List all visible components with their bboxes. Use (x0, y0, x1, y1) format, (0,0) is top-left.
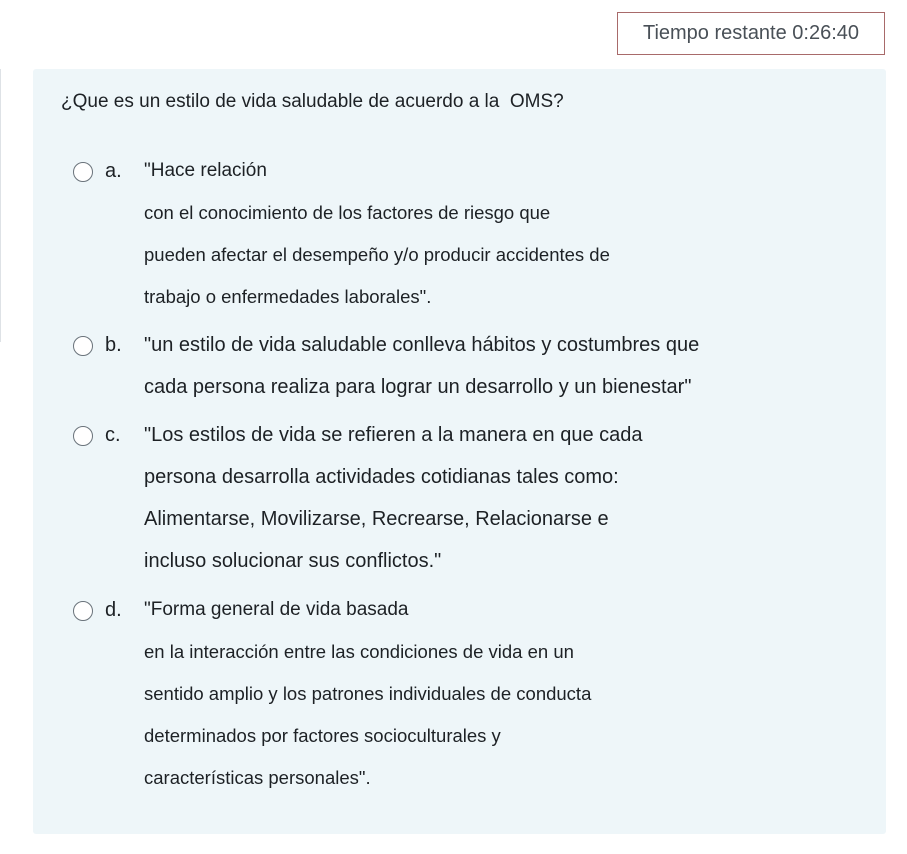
answer-line: características personales". (144, 767, 371, 788)
answer-text-b (144, 324, 844, 408)
radio-button-c[interactable] (73, 426, 93, 446)
answer-option-b[interactable] (33, 324, 886, 408)
answer-option-c[interactable] (33, 414, 886, 584)
answer-line: persona desarrolla actividades cotidianas tales como: (144, 466, 619, 488)
answer-line: "Los estilos de vida se refieren a la manera en que cada (144, 424, 643, 446)
answer-letter-c: c. (105, 424, 121, 446)
answer-letter-b: b. (105, 334, 122, 356)
answer-letter-d: d. (105, 599, 122, 621)
navigation-divider (0, 69, 1, 342)
answer-line: sentido amplio y los patrones individuales de conducta (144, 683, 592, 704)
answer-line: pueden afectar el desempeño y/o producir accidentes de (144, 244, 610, 265)
answer-line: "Hace relación (144, 160, 267, 181)
answer-text-c (144, 414, 844, 582)
answer-text-a (144, 150, 844, 318)
answer-line: "Forma general de vida basada (144, 599, 409, 620)
answer-line: determinados por factores socioculturales y (144, 725, 501, 746)
question-card (33, 69, 886, 834)
answer-line: Alimentarse, Movilizarse, Recrearse, Relacionarse e (144, 508, 609, 530)
question-text: ¿Que es un estilo de vida saludable de acuerdo a la OMS? (61, 91, 564, 112)
answer-option-a[interactable] (33, 150, 886, 318)
answer-text-d (144, 589, 844, 799)
answer-line: cada persona realiza para lograr un desarrollo y un bienestar" (144, 376, 692, 398)
answer-option-d[interactable] (33, 589, 886, 799)
answer-line: en la interacción entre las condiciones de vida en un (144, 641, 574, 662)
answer-letter-a: a. (105, 160, 122, 182)
radio-button-d[interactable] (73, 601, 93, 621)
radio-button-b[interactable] (73, 336, 93, 356)
answer-line: trabajo o enfermedades laborales". (144, 286, 432, 307)
answer-line: incluso solucionar sus conflictos." (144, 550, 442, 572)
radio-button-a[interactable] (73, 162, 93, 182)
answer-line: con el conocimiento de los factores de riesgo que (144, 202, 551, 223)
answer-line: "un estilo de vida saludable conlleva hábitos y costumbres que (144, 334, 700, 356)
time-remaining-display: Tiempo restante 0:26:40 (617, 12, 885, 55)
